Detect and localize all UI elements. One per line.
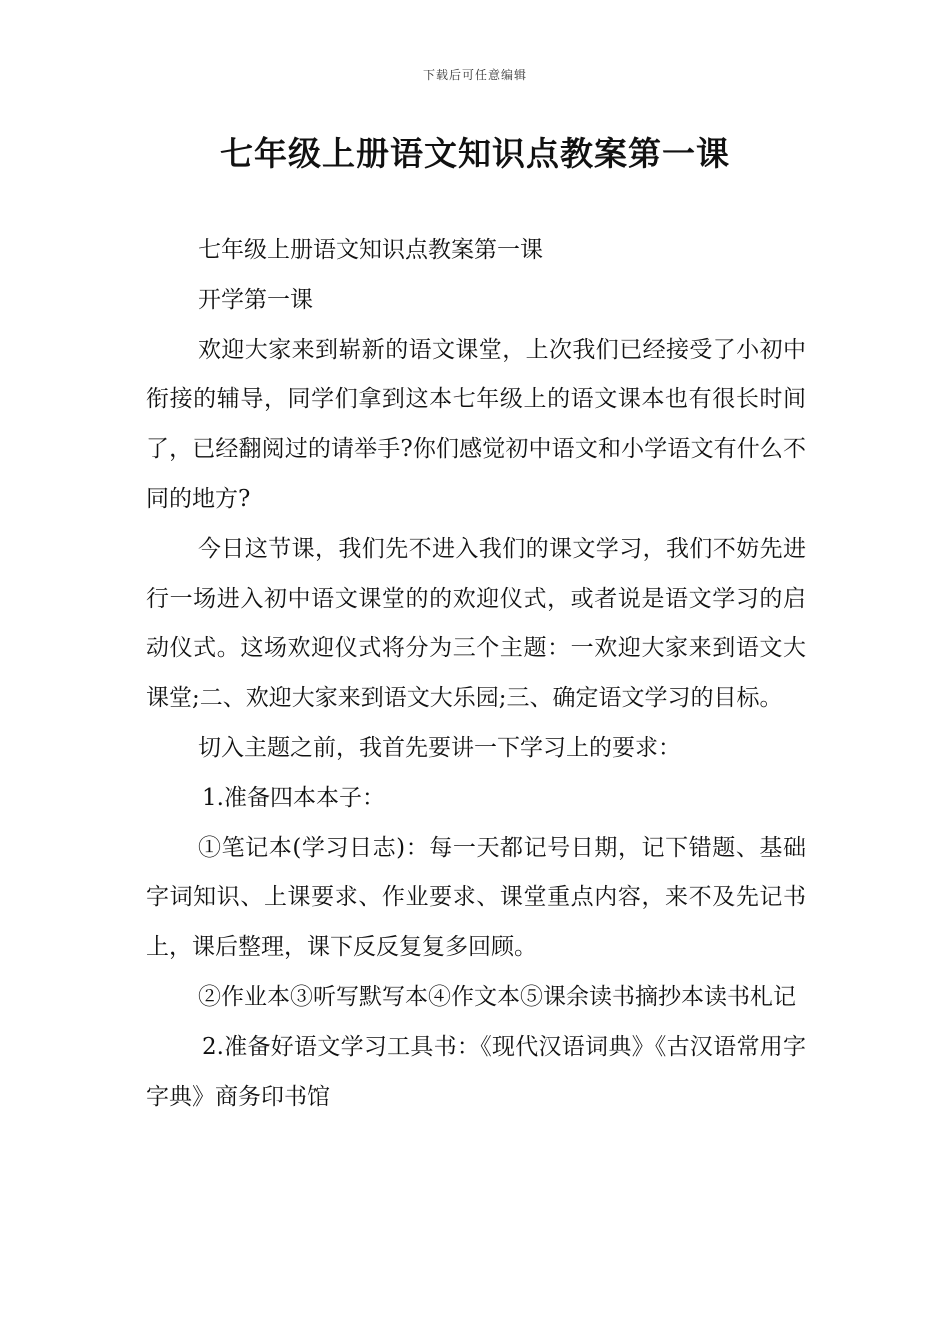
paragraph-other-notebooks: ②作业本③听写默写本④作文本⑤课余读书摘抄本读书札记 (198, 983, 796, 1010)
document-title: 七年级上册语文知识点教案第一课 (220, 134, 730, 173)
header-note: 下载后可任意编辑 (422, 68, 527, 82)
paragraph-item-2: 2.准备好语文学习工具书：《现代汉语词典》《古汉语常用字字典》商务印书馆 (146, 1033, 806, 1110)
paragraph-item-1: 1.准备四本本子： (202, 784, 385, 811)
paragraph-notebook: ①笔记本(学习日志)：每一天都记号日期，记下错题、基础字词知识、上课要求、作业要求、课堂重点内容，来不及先记书上，课后整理，课下反反复复多回顾。 (146, 834, 806, 961)
paragraph-lesson-name: 开学第一课 (198, 286, 313, 313)
document-body (146, 226, 806, 1122)
paragraph-subtitle: 七年级上册语文知识点教案第一课 (198, 237, 543, 263)
paragraph-requirements-intro: 切入主题之前，我首先要讲一下学习上的要求： (198, 734, 681, 761)
paragraph-ceremony: 今日这节课，我们先不进入我们的课文学习，我们不妨先进行一场进入初中语文课堂的的欢迎仪式，或者说是语文学习的启动仪式。这场欢迎仪式将分为三个主题：一欢迎大家来到语文大课堂;二、欢迎大家来到语文大乐园;三、确定语文学习的目标。 (146, 535, 806, 712)
paragraph-welcome: 欢迎大家来到崭新的语文课堂，上次我们已经接受了小初中衔接的辅导，同学们拿到这本七年级上的语文课本也有很长时间了，已经翻阅过的请举手?你们感觉初中语文和小学语文有什么不同的地方? (146, 336, 806, 512)
